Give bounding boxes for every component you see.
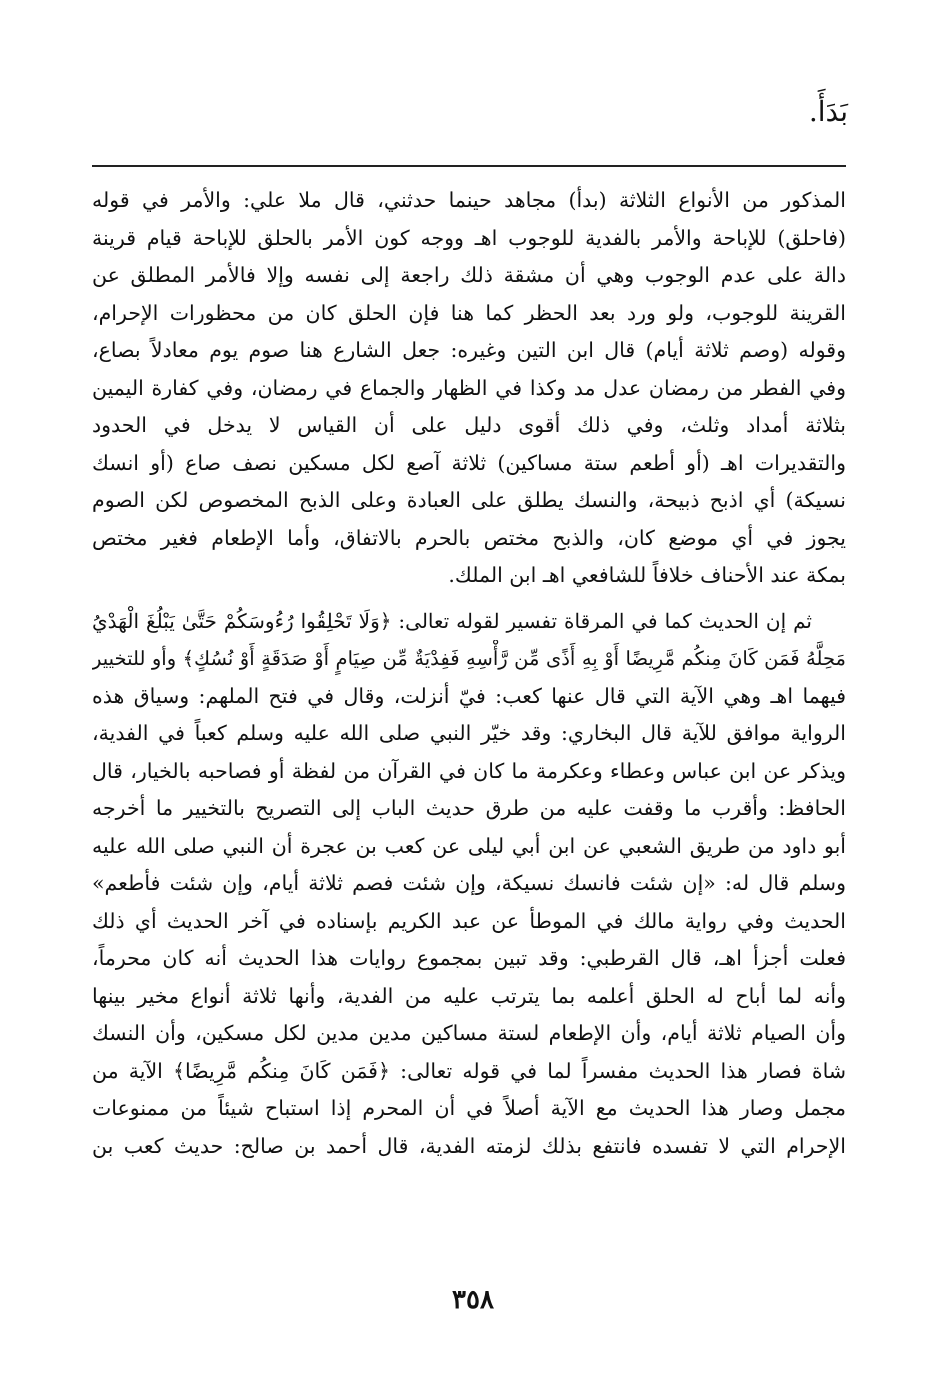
text-line: الحديث وفي رواية مالك في الموطأ عن عبد الكريم بإسناده في آخر الحديث أي ذلك — [92, 908, 846, 933]
text-line: مَحِلَّهُ فَمَن كَانَ مِنكُم مَّرِيضًا أَوْ بِهِ أَذًى مِّن رَّأْسِهِ فَفِدْيَةٌ مِّن صِيَامٍ أَوْ صَدَقَةٍ أَوْ نُسُكٍ﴾ وأو للتخيير — [92, 647, 846, 670]
text-line: وأن الصيام ثلاثة أيام، وأن الإطعام لستة مساكين مدين مدين لكل مسكين، وأن النسك — [92, 1021, 846, 1045]
paragraph-1 — [92, 182, 846, 595]
text-line: شاة فصار هذا الحديث مفسراً لما في قوله تعالى: ﴿فَمَن كَانَ مِنكُم مَّرِيضًا﴾ الآية من — [92, 1058, 846, 1083]
text-line: دالة على عدم الوجوب وهي أن مشقة ذلك راجعة إلى نفسه وإلا فالأمر المطلق عن — [92, 263, 846, 287]
text-line: أبو داود من طريق الشعبي عن ابن أبي ليلى عن كعب بن عجرة أن النبي صلى الله عليه — [92, 833, 846, 858]
text-line: بمكة عند الأحناف خلافاً للشافعي اهـ ابن الملك. — [448, 563, 846, 587]
text-line: القرينة للوجوب، ولو ورد بعد الحظر كما هنا فإن الحلق كان من محظورات الإحرام، — [92, 300, 846, 325]
text-line: يجوز في أي موضع كان، والذبح مختص بالحرم بالاتفاق، وأما الإطعام فغير مختص — [92, 525, 846, 550]
text-line: (فاحلق) للإباحة والأمر بالفدية للوجوب اهـ ووجه كون الأمر بالحلق للإباحة قيام قرينة — [92, 225, 846, 250]
footnote-separator-rule — [92, 165, 846, 167]
text-line: الحافظ: وأقرب ما وقفت عليه من طرق حديث الباب إلى التصريح بالتخيير ما أخرجه — [92, 796, 846, 820]
commentary-text — [92, 182, 846, 1165]
text-line: فيهما اهـ وهي الآية التي قال عنها كعب: فيّ أنزلت، وقال في فتح الملهم: وسياق هذه — [92, 683, 846, 708]
text-line: وسلم قال له: «إن شئت فانسك نسيكة، وإن شئت فصم ثلاثة أيام، وإن شئت فأطعم» — [92, 871, 846, 895]
carryover-text: بَدَأَ. — [808, 95, 848, 128]
text-line: الرواية موافق للآية قال البخاري: وقد خيّر النبي صلى الله عليه وسلم كعباً في الفدية، — [92, 721, 846, 745]
text-line: مجمل وصار هذا الحديث مع الآية أصلاً في أن المحرم إذا استباح شيئاً من ممنوعات — [92, 1096, 846, 1120]
text-line: المذكور من الأنواع الثلاثة (بدأ) مجاهد حينما حدثني، قال ملا علي: والأمر في قوله — [92, 188, 846, 212]
text-line: وقوله (وصم ثلاثة أيام) قال ابن التين وغيره: جعل الشارع هنا صوم يوم معادلاً بصاع، — [92, 338, 846, 362]
text-line: نسيكة) أي اذبح ذبيحة، والنسك يطلق على العبادة وعلى الذبح المخصوص لكن الصوم — [92, 488, 846, 512]
text-line: فعلت أجزأ اهـ، قال القرطبي: وقد تبين بمجموع روايات هذا الحديث أنه كان محرماً، — [92, 946, 846, 970]
text-line: وأنه لما أباح له الحلق أعلمه بما يترتب عليه من الفدية، وأنها ثلاثة أنواع مخير بينها — [92, 983, 846, 1008]
text-line: ثم إن الحديث كما في المرقاة تفسير لقوله تعالى: ﴿وَلَا تَحْلِقُوا رُءُوسَكُمْ حَتَّىٰ يَبْلُغَ الْهَدْيُ — [92, 608, 812, 633]
paragraph-gap — [92, 595, 846, 603]
text-line: والتقديرات اهـ (أو أطعم ستة مساكين) ثلاثة آصع لكل مسكين نصف صاع (أو انسك — [92, 450, 846, 475]
text-line: بثلاثة أمداد وثلث، وفي ذلك أقوى دليل على أن القياس لا يدخل في الحدود — [92, 413, 846, 437]
paragraph-2 — [92, 603, 846, 1166]
text-line: وفي الفطر من رمضان عدل مد وكذا في الظهار والجماع في رمضان، وفي كفارة اليمين — [92, 375, 846, 400]
text-line: الإحرام التي لا تفسده فانتفع بذلك لزمته الفدية، قال أحمد بن صالح: حديث كعب بن — [92, 1133, 846, 1158]
page-number: ٣٥٨ — [452, 1285, 494, 1315]
text-line: ويذكر عن ابن عباس وعطاء وعكرمة ما كان في القرآن من لفظة أو فصاحبه بالخيار، قال — [92, 758, 846, 783]
